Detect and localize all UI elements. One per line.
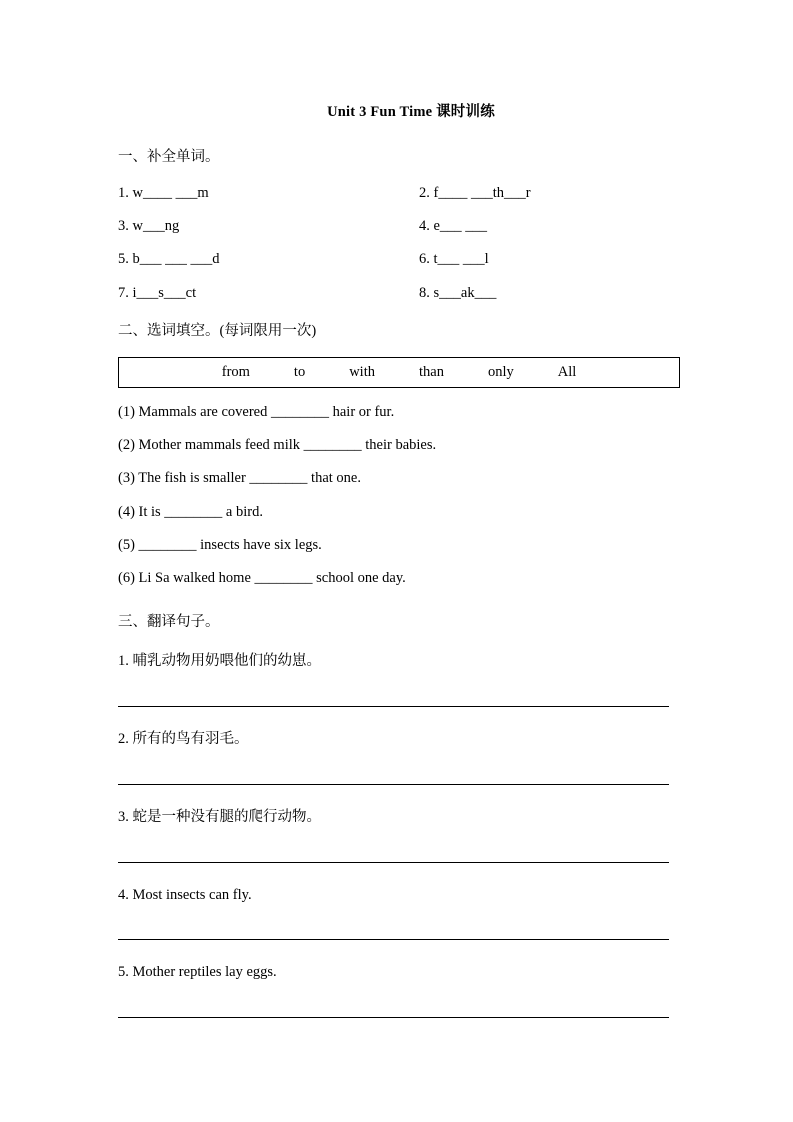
word-item-7: 7. i___s___ct xyxy=(118,284,197,301)
answer-line-4 xyxy=(118,939,669,940)
word-bank-item-2: to xyxy=(293,363,306,380)
word-completion-row-4 xyxy=(118,283,680,303)
word-item-1: 1. w____ ___m xyxy=(118,184,209,201)
word-bank-item-4: than xyxy=(418,363,444,380)
word-item-4: 4. e___ ___ xyxy=(419,218,488,235)
fill-in-item-5: (5) ________ insects have six legs. xyxy=(118,536,322,553)
word-item-8: 8. s___ak___ xyxy=(419,284,497,301)
answer-line-2 xyxy=(118,784,669,785)
answer-line-1 xyxy=(118,706,669,707)
section-3-heading: 三、翻译句子。 xyxy=(118,614,220,631)
word-bank-item-6: All xyxy=(557,363,577,380)
fill-in-item-4: (4) It is ________ a bird. xyxy=(118,503,263,520)
word-completion-row-1 xyxy=(118,183,680,203)
translation-item-4: 4. Most insects can fly. xyxy=(118,886,252,903)
document-content xyxy=(118,100,680,1040)
word-bank-box xyxy=(118,357,680,388)
word-item-3: 3. w___ng xyxy=(118,218,180,235)
translation-item-2: 2. 所有的鸟有羽毛。 xyxy=(118,731,249,748)
translation-item-5: 5. Mother reptiles lay eggs. xyxy=(118,964,277,981)
word-bank-item-1: from xyxy=(221,363,250,380)
word-item-5: 5. b___ ___ ___d xyxy=(118,251,220,268)
word-bank-item-5: only xyxy=(487,363,514,380)
word-bank-item-3: with xyxy=(349,363,375,380)
translation-item-1: 1. 哺乳动物用奶喂他们的幼崽。 xyxy=(118,653,321,670)
fill-in-item-3: (3) The fish is smaller ________ that one. xyxy=(118,470,361,487)
section-1-heading: 一、补全单词。 xyxy=(118,149,220,165)
fill-in-item-6: (6) Li Sa walked home ________ school one day. xyxy=(118,570,406,587)
word-item-2: 2. f____ ___th___r xyxy=(419,184,531,201)
fill-in-item-2: (2) Mother mammals feed milk ________ their babies. xyxy=(118,436,437,453)
fill-in-item-1: (1) Mammals are covered ________ hair or fur. xyxy=(118,403,395,420)
section-2-heading: 二、选词填空。(每词限用一次) xyxy=(118,322,317,339)
page-title: Unit 3 Fun Time 课时训练 xyxy=(327,104,495,120)
word-item-6: 6. t___ ___l xyxy=(419,251,489,268)
answer-line-5 xyxy=(118,1017,669,1018)
answer-line-3 xyxy=(118,862,669,863)
word-completion-row-3 xyxy=(118,249,680,269)
word-completion-row-2 xyxy=(118,216,680,236)
translation-item-3: 3. 蛇是一种没有腿的爬行动物。 xyxy=(118,808,321,825)
